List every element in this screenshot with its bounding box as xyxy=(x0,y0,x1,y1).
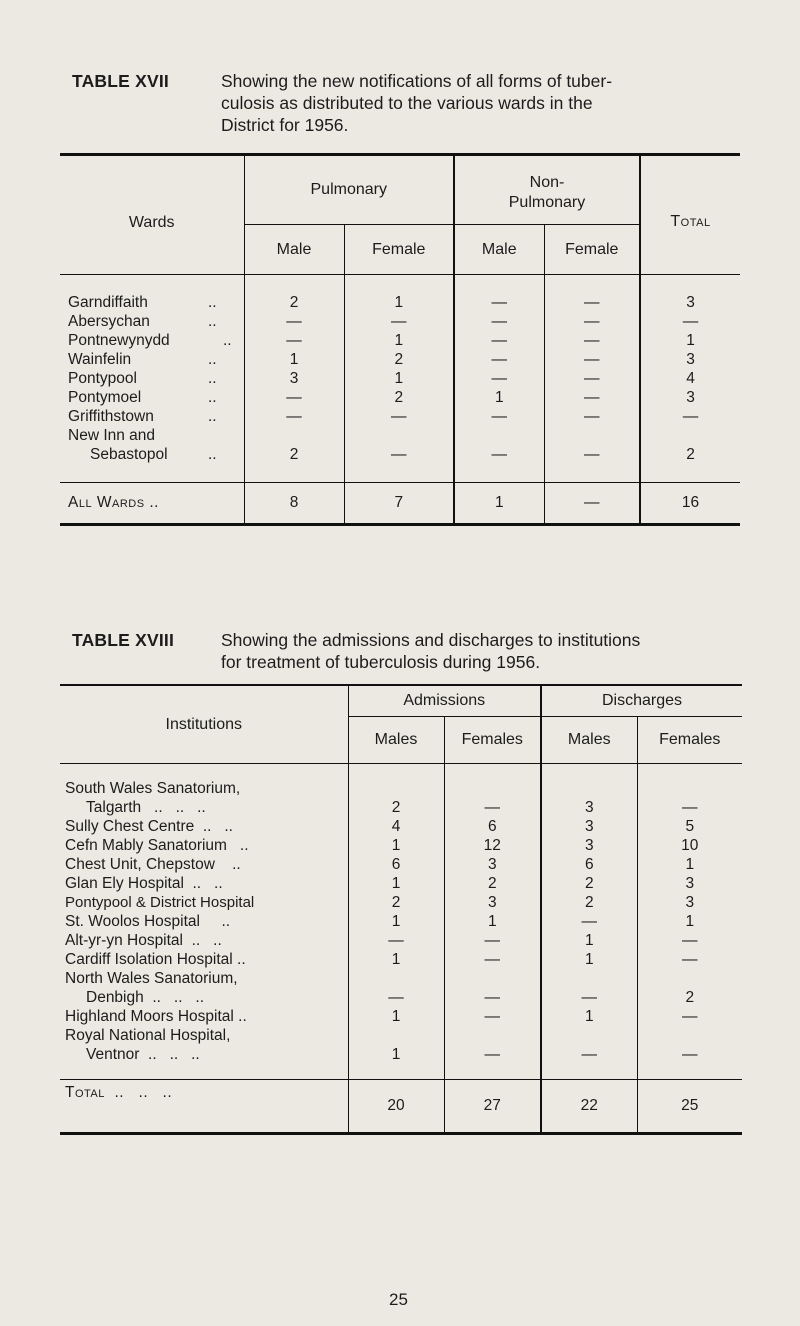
leader-dots: .. xyxy=(208,370,217,387)
cell-dis-females: 2 xyxy=(685,989,695,1006)
cell-pulm-male: — xyxy=(244,388,344,407)
table-row xyxy=(60,874,742,893)
cell-dis-males: 6 xyxy=(541,855,637,874)
institution-name: Alt-yr-yn Hospital .. .. xyxy=(60,931,348,950)
cell-dis-females: — xyxy=(682,932,698,949)
cell-nonpulm-male: — xyxy=(454,350,544,369)
cell-adm-females: 2 xyxy=(444,874,541,893)
cell-dis-males: 2 xyxy=(541,874,637,893)
ward-label: Griffithstown xyxy=(68,408,154,425)
cell-nonpulm-female: — xyxy=(544,331,640,350)
cell-total: 3 xyxy=(686,294,695,311)
cell-adm-females: 3 xyxy=(444,855,541,874)
cell-adm-males: — xyxy=(348,931,444,950)
ward-name xyxy=(60,369,244,388)
total-row xyxy=(60,483,740,525)
cell-dis-females: 1 xyxy=(685,913,695,930)
cell-dis-females: — xyxy=(682,799,698,816)
cell-pulm-female: 1 xyxy=(344,369,454,388)
cell-pulm-male: 2 xyxy=(244,293,344,312)
institution-name: Denbigh .. .. .. xyxy=(60,988,348,1007)
table-row xyxy=(60,1007,742,1026)
cell-nonpulm-male: — xyxy=(454,407,544,426)
cell-adm-males: 1 xyxy=(348,874,444,893)
cell-adm-males xyxy=(348,969,444,988)
cell-nonpulm-male: — xyxy=(454,369,544,388)
cell-nonpulm-female: — xyxy=(544,445,640,464)
cell-adm-males xyxy=(348,1026,444,1045)
cell-dis-males: 1 xyxy=(541,1007,637,1026)
ward-label: Pontymoel xyxy=(68,389,142,406)
table-row xyxy=(60,331,740,350)
cell-adm-males: 1 xyxy=(348,950,444,969)
cell-pulm-female: — xyxy=(344,312,454,331)
cell-nonpulm-male: 1 xyxy=(454,388,544,407)
institution-name: North Wales Sanatorium, xyxy=(60,969,348,988)
institutions-header: Institutions xyxy=(60,686,348,764)
table-row xyxy=(60,893,742,912)
cell-adm-females: — xyxy=(444,931,541,950)
total-adm-males: 20 xyxy=(348,1080,444,1134)
pulmonary-header-text: Pulmonary xyxy=(310,181,387,198)
cell-total: 3 xyxy=(686,351,695,368)
cell-total: 2 xyxy=(686,446,695,463)
table17 xyxy=(60,153,740,526)
cell-nonpulm-female: — xyxy=(544,369,640,388)
cell-adm-females: 1 xyxy=(444,912,541,931)
table-row xyxy=(60,293,740,312)
cell-adm-males: 1 xyxy=(348,836,444,855)
cell-pulm-female: — xyxy=(344,445,454,464)
cell-adm-males: 6 xyxy=(348,855,444,874)
institution-name: Highland Moors Hospital .. xyxy=(60,1007,348,1026)
leader-dots: .. xyxy=(208,313,217,330)
total-pulm-male: 8 xyxy=(244,483,344,525)
cell-adm-males xyxy=(348,779,444,798)
table-row xyxy=(60,350,740,369)
non-pulmonary-header xyxy=(454,156,640,225)
cell-dis-males xyxy=(541,1026,637,1045)
total-nonpulm-female: — xyxy=(544,483,640,525)
table-row xyxy=(60,1026,742,1045)
ward-label: Sebastopol xyxy=(90,446,168,463)
cell-adm-females xyxy=(444,969,541,988)
cell-dis-males xyxy=(541,779,637,798)
table17-caption-line: culosis as distributed to the various wards in the xyxy=(221,93,593,113)
admissions-header: Admissions xyxy=(348,686,541,717)
total-row xyxy=(60,1080,742,1134)
ward-name: New Inn and xyxy=(60,426,244,445)
table-row xyxy=(60,407,740,426)
cell-dis-males: 2 xyxy=(541,893,637,912)
cell-adm-females xyxy=(444,779,541,798)
ward-name xyxy=(60,407,244,426)
leader-dots: .. xyxy=(223,332,232,349)
institution-name: Sully Chest Centre .. .. xyxy=(60,817,348,836)
cell-dis-males: 3 xyxy=(541,836,637,855)
cell-dis-females xyxy=(637,1026,742,1045)
cell-nonpulm-male: — xyxy=(454,293,544,312)
admissions-females-header: Females xyxy=(444,717,541,764)
table-row xyxy=(60,912,742,931)
cell-nonpulm-male: — xyxy=(454,312,544,331)
cell-pulm-female: 1 xyxy=(344,293,454,312)
ward-label: Pontnewynydd xyxy=(68,332,170,349)
wards-header: Wards xyxy=(60,156,244,275)
ward-label: Wainfelin xyxy=(68,351,132,368)
table17-label: TABLE XVII xyxy=(72,71,169,91)
cell-adm-females: — xyxy=(444,950,541,969)
total-header: Total xyxy=(640,156,740,275)
cell-adm-females xyxy=(444,1026,541,1045)
cell-pulm-female: 1 xyxy=(344,331,454,350)
institution-name: Chest Unit, Chepstow .. xyxy=(60,855,348,874)
cell-pulm-male: 3 xyxy=(244,369,344,388)
cell-dis-females xyxy=(637,969,742,988)
cell-pulm-female: 2 xyxy=(344,350,454,369)
cell-dis-females: 1 xyxy=(685,856,695,873)
cell-pulm-female: — xyxy=(344,407,454,426)
cell-adm-females: — xyxy=(444,1045,541,1064)
table18-caption-line: Showing the admissions and discharges to institutions xyxy=(221,630,641,650)
table17-caption-line: Showing the new notifications of all forms of tuber- xyxy=(221,71,613,91)
institution-name: South Wales Sanatorium, xyxy=(60,779,348,798)
cell-dis-males: 1 xyxy=(541,931,637,950)
nonpulmonary-male-header: Male xyxy=(454,225,544,275)
discharges-header: Discharges xyxy=(601,692,683,709)
nonpulmonary-female-header: Female xyxy=(544,225,640,275)
pulmonary-header xyxy=(244,156,454,225)
discharges-males-header: Males xyxy=(541,717,637,764)
table-row xyxy=(60,855,742,874)
cell-nonpulm-female: — xyxy=(544,312,640,331)
cell-adm-females: — xyxy=(444,798,541,817)
leader-dots: .. xyxy=(208,408,217,425)
cell-pulm-male: — xyxy=(244,407,344,426)
cell-total xyxy=(640,426,740,445)
cell-adm-males: 2 xyxy=(348,798,444,817)
table-row xyxy=(60,445,740,464)
table-row xyxy=(60,312,740,331)
ward-name xyxy=(60,350,244,369)
cell-dis-females: 5 xyxy=(685,818,695,835)
pulmonary-female-header: Female xyxy=(344,225,454,275)
cell-pulm-male: 2 xyxy=(244,445,344,464)
cell-total: 1 xyxy=(686,332,695,349)
admissions-males-header: Males xyxy=(348,717,444,764)
ward-name xyxy=(60,312,244,331)
cell-pulm-male: 1 xyxy=(244,350,344,369)
cell-dis-males: — xyxy=(541,1045,637,1064)
total-all: 16 xyxy=(640,483,740,525)
table-row xyxy=(60,988,742,1007)
institution-name: Royal National Hospital, xyxy=(60,1026,348,1045)
cell-nonpulm-female: — xyxy=(544,293,640,312)
ward-name xyxy=(60,388,244,407)
cell-adm-males: — xyxy=(348,988,444,1007)
institution-name: Pontypool & District Hospital xyxy=(60,893,348,912)
cell-dis-females: 10 xyxy=(681,837,699,854)
table-row xyxy=(60,931,742,950)
cell-total: 4 xyxy=(686,370,695,387)
institution-name: Cardiff Isolation Hospital .. xyxy=(60,950,348,969)
table18 xyxy=(60,684,742,1135)
cell-total: 3 xyxy=(686,389,695,406)
total-pulm-female: 7 xyxy=(344,483,454,525)
institution-name: Glan Ely Hospital .. .. xyxy=(60,874,348,893)
leader-dots: .. xyxy=(208,294,217,311)
cell-adm-males: 4 xyxy=(348,817,444,836)
table18-caption-line: for treatment of tuberculosis during 1956. xyxy=(221,652,541,672)
cell-adm-males: 1 xyxy=(348,1007,444,1026)
ward-name xyxy=(60,331,244,350)
institution-name: Ventnor .. .. .. xyxy=(60,1045,348,1064)
cell-nonpulm-female xyxy=(544,426,640,445)
cell-dis-males: — xyxy=(541,912,637,931)
cell-nonpulm-male: — xyxy=(454,445,544,464)
institution-name: Cefn Mably Sanatorium .. xyxy=(60,836,348,855)
cell-adm-males: 1 xyxy=(348,912,444,931)
cell-dis-males xyxy=(541,969,637,988)
cell-pulm-female: 2 xyxy=(344,388,454,407)
institution-name: Talgarth .. .. .. xyxy=(60,798,348,817)
institution-name: St. Woolos Hospital .. xyxy=(60,912,348,931)
cell-nonpulm-female: — xyxy=(544,407,640,426)
table18-caption xyxy=(72,629,752,672)
table-row xyxy=(60,779,742,798)
cell-dis-females xyxy=(637,779,742,798)
ward-label: Pontypool xyxy=(68,370,137,387)
table-row xyxy=(60,369,740,388)
total-adm-females: 27 xyxy=(444,1080,541,1134)
leader-dots: .. xyxy=(208,446,217,463)
ward-label: Abersychan xyxy=(68,313,150,330)
cell-total: — xyxy=(682,313,699,330)
table-row xyxy=(60,1045,742,1064)
cell-dis-males: 1 xyxy=(541,950,637,969)
cell-pulm-male xyxy=(244,426,344,445)
non-pulmonary-header-line1: Non- xyxy=(529,174,565,191)
page-number: 25 xyxy=(389,1290,408,1309)
cell-adm-females: 6 xyxy=(444,817,541,836)
cell-total: — xyxy=(682,408,699,425)
non-pulmonary-header-line2: Pulmonary xyxy=(508,194,586,211)
total-row-label: All Wards .. xyxy=(60,483,244,525)
cell-pulm-male: — xyxy=(244,331,344,350)
cell-adm-females: 12 xyxy=(444,836,541,855)
cell-dis-males: — xyxy=(541,988,637,1007)
cell-pulm-female xyxy=(344,426,454,445)
total-nonpulm-male: 1 xyxy=(454,483,544,525)
cell-dis-males: 3 xyxy=(541,798,637,817)
leader-dots: .. xyxy=(208,389,217,406)
cell-adm-females: 3 xyxy=(444,893,541,912)
cell-adm-females: — xyxy=(444,988,541,1007)
total-row-label: Total .. .. .. xyxy=(60,1080,348,1134)
ward-name xyxy=(60,445,244,464)
pulmonary-male-header: Male xyxy=(244,225,344,275)
table-row xyxy=(60,836,742,855)
cell-adm-males: 1 xyxy=(348,1045,444,1064)
table18-label: TABLE XVIII xyxy=(72,630,175,650)
table-row xyxy=(60,950,742,969)
table-row xyxy=(60,388,740,407)
table-row xyxy=(60,817,742,836)
cell-dis-females: 3 xyxy=(685,894,695,911)
cell-adm-females: — xyxy=(444,1007,541,1026)
cell-dis-females: — xyxy=(682,1008,698,1025)
cell-nonpulm-male xyxy=(454,426,544,445)
cell-dis-males: 3 xyxy=(541,817,637,836)
cell-dis-females: — xyxy=(682,951,698,968)
cell-dis-females: — xyxy=(682,1046,698,1063)
cell-nonpulm-female: — xyxy=(544,388,640,407)
table-row xyxy=(60,969,742,988)
ward-label: Garndiffaith xyxy=(68,294,148,311)
total-dis-females: 25 xyxy=(637,1080,742,1134)
cell-dis-females: 3 xyxy=(685,875,695,892)
cell-nonpulm-male: — xyxy=(454,331,544,350)
table17-caption xyxy=(72,70,752,135)
cell-pulm-male: — xyxy=(244,312,344,331)
table17-caption-line: District for 1956. xyxy=(221,115,349,135)
cell-adm-males: 2 xyxy=(348,893,444,912)
table-row xyxy=(60,426,740,445)
table-row xyxy=(60,798,742,817)
cell-nonpulm-female: — xyxy=(544,350,640,369)
discharges-females-header: Females xyxy=(637,717,742,764)
total-dis-males: 22 xyxy=(541,1080,637,1134)
ward-name xyxy=(60,293,244,312)
leader-dots: .. xyxy=(208,351,217,368)
